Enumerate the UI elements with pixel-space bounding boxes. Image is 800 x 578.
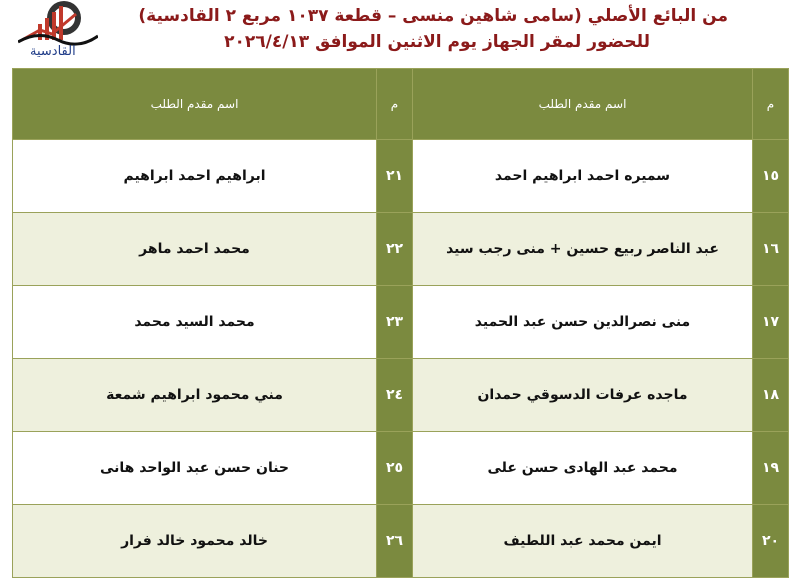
table-row xyxy=(13,140,789,213)
header-line-1: من البائع الأصلي (سامى شاهين منسى – قطعة ١٠٣٧ مربع ٢ القادسية) xyxy=(138,6,728,26)
row-number: ٢٣ xyxy=(377,286,413,359)
header-num-2: م xyxy=(377,69,413,140)
row-number: ١٦ xyxy=(753,213,789,286)
document-header xyxy=(0,0,800,68)
table-row xyxy=(13,286,789,359)
applicant-name: محمد السيد محمد xyxy=(13,286,377,359)
row-number: ٢٠ xyxy=(753,505,789,578)
applicant-name: خالد محمود خالد فرار xyxy=(13,505,377,578)
applicant-name: محمد عبد الهادى حسن على xyxy=(413,432,753,505)
applicant-name: ابراهيم احمد ابراهيم xyxy=(13,140,377,213)
applicant-name: سميره احمد ابراهيم احمد xyxy=(413,140,753,213)
applicant-name: حنان حسن عبد الواحد هانى xyxy=(13,432,377,505)
applicant-name: عبد الناصر ربيع حسين + منى رجب سيد xyxy=(413,213,753,286)
logo-text: القادسية xyxy=(30,44,76,59)
applicant-name: مني محمود ابراهيم شمعة xyxy=(13,359,377,432)
applicants-table xyxy=(12,68,789,578)
logo-graphic xyxy=(18,0,98,46)
row-number: ١٧ xyxy=(753,286,789,359)
header-line-2: للحضور لمقر الجهاز يوم الاثنين الموافق ٢٠٢٦/٤/١٣ xyxy=(224,32,650,52)
row-number: ١٩ xyxy=(753,432,789,505)
applicant-name: محمد احمد ماهر xyxy=(13,213,377,286)
table-row xyxy=(13,505,789,578)
table-row xyxy=(13,213,789,286)
header-name-2: اسم مقدم الطلب xyxy=(13,69,377,140)
table-row xyxy=(13,359,789,432)
row-number: ١٨ xyxy=(753,359,789,432)
table-header-row xyxy=(13,69,789,140)
applicant-name: ايمن محمد عبد اللطيف xyxy=(413,505,753,578)
header-name-1: اسم مقدم الطلب xyxy=(413,69,753,140)
header-num-1: م xyxy=(753,69,789,140)
row-number: ٢٢ xyxy=(377,213,413,286)
row-number: ٢٦ xyxy=(377,505,413,578)
applicant-name: منى نصرالدين حسن عبد الحميد xyxy=(413,286,753,359)
row-number: ١٥ xyxy=(753,140,789,213)
row-number: ٢٥ xyxy=(377,432,413,505)
row-number: ٢٤ xyxy=(377,359,413,432)
applicant-name: ماجده عرفات الدسوقي حمدان xyxy=(413,359,753,432)
table-row xyxy=(13,432,789,505)
row-number: ٢١ xyxy=(377,140,413,213)
